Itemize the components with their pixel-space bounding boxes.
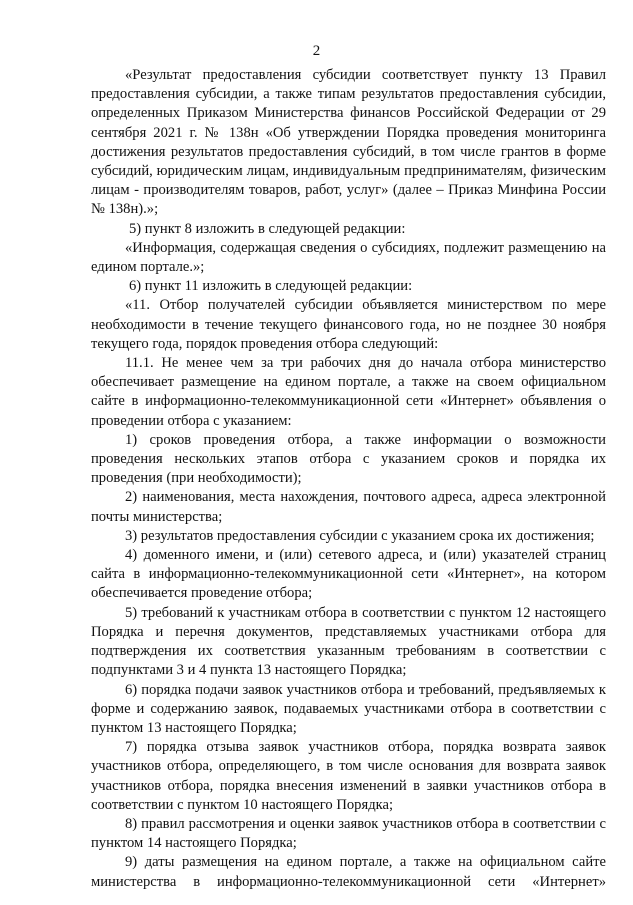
paragraph-result-quote: «Результат предоставления субсидии соответствует пункту 13 Правил предоставления субсидии, а также типам результатов предоставления субсидии, определенных Приказом Министерства финансов Российской Федерации от 29 сентября 2021 г. № 138н «Об утверждении Порядка проведения мониторинга достижения результатов предоставления субсидий, в том числе грантов в форме субсидий, юридическим лицам, индивидуальным предпринимателям, физическим лицам - производителям товаров, работ, услуг» (далее – Приказ Минфина России № 138н).»; [91,67,606,218]
paragraph-clause-11: «11. Отбор получателей субсидии объявляется министерством по мере необходимости в течение текущего финансового года, но не позднее 30 ноября текущего года, порядок проведения отбора следующий: [91,297,606,352]
list-item-1: 1) сроков проведения отбора, а также информации о возможности проведения нескольких этапов отбора с указанием сроков и порядка их проведения (при необходимости); [91,431,606,487]
list-item-3: 3) результатов предоставления субсидии с указанием срока их достижения; [125,527,595,544]
list-item-5: 5) требований к участникам отбора в соответствии с пунктом 12 настоящего Порядка и перечня документов, представляемых участниками отбора для подтверждения их соответствия указанным требованиям в соответствии с подпунктами 3 и 4 пункта 13 настоящего Порядка; [91,604,606,679]
list-item-7: 7) порядка отзыва заявок участников отбора, порядка возврата заявок участников отбора, определяющего, в том числе основания для возврата заявок участников отбора, порядка внесения изменений в заявки участников отбора в соответствии с пунктом 10 настоящего Порядка; [91,739,606,813]
paragraph-item-6-amendment: 6) пункт 11 изложить в следующей редакции: [129,278,413,295]
paragraph-item-5-amendment: 5) пункт 8 изложить в следующей редакции: [129,220,406,237]
paragraph-clause-11-1: 11.1. Не менее чем за три рабочих дня до начала отбора министерство обеспечивает размещение на едином портале, а также на своем официальном сайте в информационно-телекоммуникационной сети «Интернет» объявления о проведении отбора с указанием: [91,355,606,429]
list-item-2: 2) наименования, места нахождения, почтового адреса, адреса электронной почты министерства; [91,489,606,525]
list-item-9: 9) даты размещения на едином портале, а также на официальном сайте министерства в информационно-телекоммуникационной сети «Интернет» [91,854,606,890]
document-text [91,66,606,892]
list-item-6: 6) порядка подачи заявок участников отбора и требований, предъявляемых к форме и содержанию заявок, подаваемых участниками отбора в соответствии с пунктом 13 настоящего Порядка; [91,681,606,736]
list-item-8: 8) правил рассмотрения и оценки заявок участников отбора в соответствии с пунктом 14 настоящего Порядка; [91,815,606,852]
list-item-4: 4) доменного имени, и (или) сетевого адреса, и (или) указателей страниц сайта в информационно-телекоммуникационной сети «Интернет», на котором обеспечивается проведение отбора; [91,547,606,602]
paragraph-information-quote: «Информация, содержащая сведения о субсидиях, подлежит размещению на едином портале.»; [91,239,606,276]
page-number: 2 [312,43,321,59]
